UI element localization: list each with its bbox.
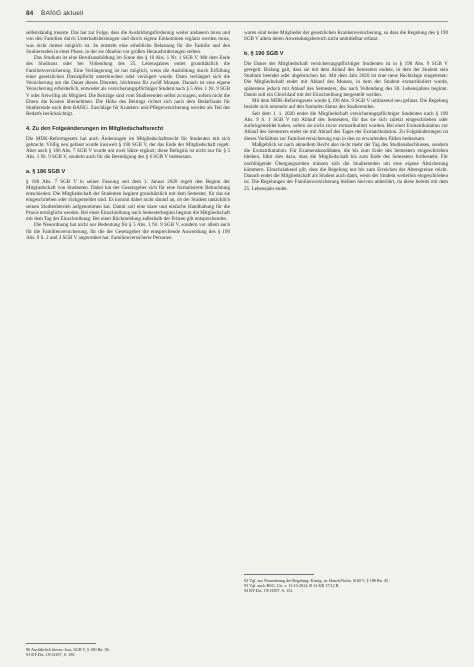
footnote-rule (26, 643, 96, 644)
paragraph: selbstständig musste. Das hat zur Folge, dass die Ausbildungsförderung weiter andauern muss und von den Familien durch Unterhaltsleistungen und durch eigene Einkommen ergänzt werden muss, was nicht immer möglich ist. So entsteht eine erhebliche Belastung für die Familie und den Studierenden in einer Phase, in der sie ohnehin vor großen Herausforderungen stehen. (26, 30, 230, 55)
paragraph: Die Dauer der Mitgliedschaft versicherungspflichtiger Studenten ist in § 190 Abs. 9 SGB V geregelt. Bislang galt, dass sie mit dem Ablauf des Semesters endete, in dem der Student sein Studium beendet oder abgebrochen hat. Mit dem Jahr 2020 ist eine neue Rechtslage eingetreten: Die Mitgliedschaft endet mit Ablauf des Monats, in dem der Student exmatrikuliert wurde, spätestens jedoch mit Ablauf des Semesters, das nach Vollendung des 30. Lebensjahres beginnt. Damit soll ein Gleichlauf mit der Einschreibung hergestellt werden. (244, 60, 448, 98)
paragraph: Die Neuordnung hat nicht nur Bedeutung für § 5 Abs. 1 Nr. 9 SGB V, sondern vor allem auch für die Familienversicherung, für die der Gesetzgeber die entsprechende Anwendung des § 190 Abs. 9 S. 2 und 3 SGB V angeordnet hat. Familienversicherte Personen (26, 222, 230, 241)
footnote-rule (244, 574, 314, 575)
paragraph: Seit dem 1. 1. 2020 endet die Mitgliedschaft versicherungspflichtiger Studenten nach § 190 Abs. 9 S. 1 SGB V mit Ablauf des Semesters, für das sie sich zuletzt eingeschrieben oder zurückgemeldet haben, sofern sie nicht zuvor exmatrikuliert wurden. Bei einer Exmatrikulation vor Ablauf des Semesters endet sie mit Ablauf des Tages der Exmatrikulation. Zu Folgeänderungen ist dieses Verhältnis zur Familienversicherung nun in den zu erwartenden Fällen bedeutsam. (244, 110, 448, 142)
footnote: 94 BT-Drs. 19/13397, S. 152. (244, 588, 294, 594)
page-number: 84 (26, 10, 34, 17)
header-rule (26, 21, 448, 22)
paragraph: § 186 Abs. 7 SGB V in seiner Fassung seit dem 1. Januar 2020 regelt den Beginn der Mitgliedschaft von Studenten. Dabei hat der Gesetzgeber sich für eine formalisierte Betrachtung entschieden: Die Mitgliedschaft der Studenten beginnt grundsätzlich mit dem Semester, für das sie eingeschrieben oder rückgemeldet sind. Es kommt daher nicht darauf an, ob der Student tatsächlich seinen Studienbetrieb aufgenommen hat. Damit soll eine klare und einfache Handhabung für die Praxis ermöglicht werden. Bei einer Einschreibung nach Semesterbeginn beginnt die Mitgliedschaft mit dem Tag der Einschreibung. Bei einer Rückmeldung außerhalb der Fristen gilt entsprechendes. (26, 178, 230, 222)
left-column (26, 30, 230, 241)
paragraph: Maßgeblich ist nach aktuellem Recht also nicht mehr der Tag des Studienabschlusses, sondern die Exmatrikulation. Für Examenskandidaten, die bis zum Ende des Semesters eingeschrieben bleiben, führt dies dazu, dass die Mitgliedschaft bis zum Ende des Semesters fortbesteht. Für nachfolgende Übergangszeiten müssen sich die Studierenden um eine eigene Absicherung kümmern. Einschränkend gilt, dass die Regelung nur bis zum Erreichen der Altersgrenze reicht. Danach endet die Mitgliedschaft als Student auch dann, wenn der Student weiterhin eingeschrieben ist. Die Regelungen der Familienversicherung bleiben hiervon unberührt, da diese bereits mit dem 25. Lebensjahr endet. (244, 141, 448, 192)
footnote: 92 Vgl. zur Neuordnung der Regelung: Kirnig, in: Hauck/Noftz, SGB V, § 186 Rn. 45. (244, 578, 390, 583)
paragraph: Das Studium ist eine Berufsausbildung im Sinne des § 10 Abs. 1 Nr. 1 SGB V. Mit dem Ende des Studiums oder bei Vollendung des 25. Lebensjahres endet grundsätzlich die Familienversicherung. Eine Verlängerung ist nur möglich, wenn die Ausbildung durch Erfüllung einer gesetzlichen Dienstpflicht unterbrochen oder verzögert wurde. Dann verlängert sich die Versicherung um die Dauer dieses Dienstes, höchstens für zwölf Monate. Danach ist eine eigene Versicherung erforderlich, entweder als versicherungspflichtiger Student nach § 5 Abs. 1 Nr. 9 SGB V oder freiwillig als Mitglied. Die Beiträge sind vom Studierenden selbst zu tragen, sofern nicht die Eltern die Kosten übernehmen. Die Höhe des Beitrags richtet sich nach dem Bedarfssatz für Studierende nach dem BAföG. Zuschläge für Kranken- und Pflegeversicherung werden als Teil des Bedarfs berücksichtigt. (26, 55, 230, 118)
footnote: 91 BT-Drs. 19/13397, S. 150. (26, 652, 76, 658)
section-heading: 4. Zu den Folgeänderungen im Mitgliedschaftsrecht (26, 125, 164, 132)
footnotes-left (26, 637, 230, 657)
running-title: BAföG aktuell (41, 10, 84, 17)
footnotes-right (244, 568, 448, 593)
section-heading: b. § 190 SGB V (244, 50, 284, 57)
paragraph: Die MDK-Reformgesetz hat auch Änderungen im Mitgliedschaftsrecht für Studenten mit sich gebracht. Völlig neu gefasst wurde insoweit § 190 SGB V, der das Ende der Mitgliedschaft regelt. Aber auch § 186 Abs. 7 SGB V wurde um zwei Sätze ergänzt; diese Befugnis ist nicht nur für § 5 Abs. 1 Nr. 9 SGB V, sondern auch für die Beendigung des § 6 SGB V bedeutsam. (26, 135, 230, 161)
paragraph: waren sind keine Mitglieder der gesetzlichen Krankenversicherung, so dass die Regelung des § 190 SGB V allein deren Anwendungsbereich nicht unmittelbar erfasst. (244, 30, 448, 43)
paragraph: Mit dem MDK-Reformgesetz wurde § 190 Abs. 9 SGB V umfassend neu gefasst. Die Regelung bezieht sich nunmehr auf den formalen Status des Studierenden. (244, 98, 448, 111)
running-header (26, 10, 448, 24)
footnote: 93 Vgl. auch BSG, Urt. v. 15.10.2014, B 12 KR 17/12 R. (244, 583, 340, 589)
right-column (244, 30, 448, 192)
section-heading: a. § 186 SGB V (26, 168, 66, 175)
footnote: 90 Ausführlich hierzu: Just, SGB V, § 190 Rn. 36. (26, 647, 110, 652)
